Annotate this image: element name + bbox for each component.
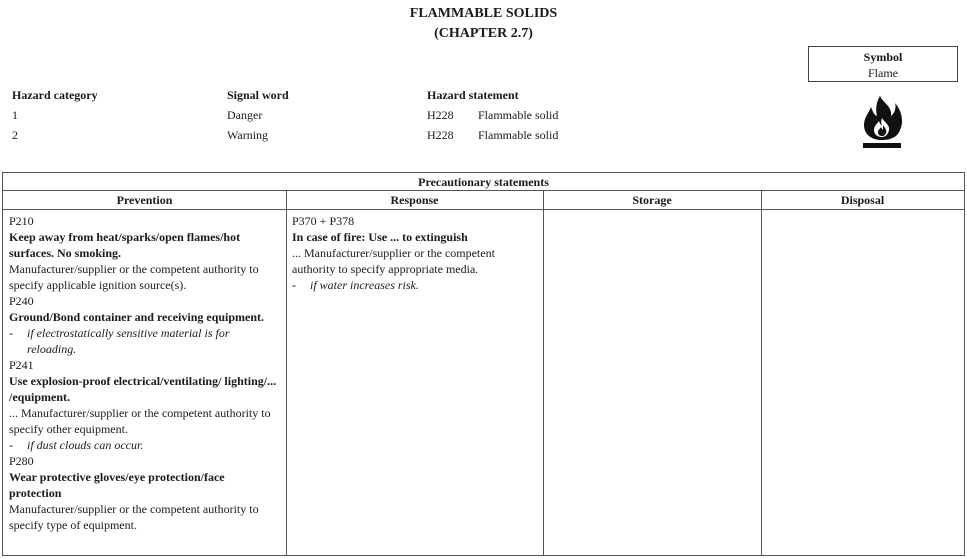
symbol-box <box>808 46 958 82</box>
hazard-statement-header: Hazard statement <box>427 88 519 102</box>
signal-word-value: Danger <box>227 108 263 122</box>
condition-text: if water increases risk. <box>310 278 419 292</box>
precautionary-table <box>2 172 965 556</box>
hazard-category-header: Hazard category <box>12 88 98 102</box>
statement-text: Wear protective gloves/eye protection/face protection <box>9 470 225 500</box>
statement-code: P370 + P378 <box>292 214 355 228</box>
statement-note: Manufacturer/supplier or the competent authority to specify type of equipment. <box>9 502 259 532</box>
hazard-code: H228 <box>427 108 454 122</box>
response-header: Response <box>286 191 543 210</box>
hazard-code: H228 <box>427 128 454 142</box>
symbol-heading: Symbol <box>863 50 903 64</box>
statement-text: Ground/Bond container and receiving equipment. <box>9 310 265 324</box>
statement-code: P240 <box>9 294 34 308</box>
response-column <box>286 210 543 555</box>
prevention-column <box>3 210 286 555</box>
statement-code: P280 <box>9 454 34 468</box>
hazard-text: Flammable solid <box>478 108 559 122</box>
category-value: 1 <box>12 108 18 122</box>
flame-icon <box>858 92 906 152</box>
symbol-name: Flame <box>868 66 898 80</box>
statement-text: Use explosion-proof electrical/ventilating/ lighting/... /equipment. <box>9 374 277 404</box>
statement-condition: - if dust clouds can occur. <box>9 438 144 452</box>
page-title: FLAMMABLE SOLIDS <box>409 6 558 21</box>
statement-condition: - if water increases risk. <box>292 278 419 292</box>
storage-header: Storage <box>543 191 761 210</box>
prevention-header: Prevention <box>3 191 286 210</box>
disposal-header: Disposal <box>761 191 964 210</box>
precautionary-caption: Precautionary statements <box>3 173 964 191</box>
statement-text: In case of fire: Use ... to extinguish <box>292 230 468 244</box>
page-subtitle: (CHAPTER 2.7) <box>434 26 533 41</box>
statement-note: ... Manufacturer/supplier or the competent authority to specify appropriate media. <box>292 246 495 276</box>
statement-code: P241 <box>9 358 34 372</box>
statement-text: Keep away from heat/sparks/open flames/hot surfaces. No smoking. <box>9 230 241 260</box>
condition-text: if dust clouds can occur. <box>27 438 144 452</box>
statement-note: ... Manufacturer/supplier or the competent authority to specify other equipment. <box>9 406 271 436</box>
disposal-column <box>761 210 964 555</box>
hazard-text: Flammable solid <box>478 128 559 142</box>
condition-text: if electrostatically sensitive material is for reloading. <box>27 326 230 356</box>
signal-word-value: Warning <box>227 128 269 142</box>
storage-column <box>543 210 761 555</box>
statement-code: P210 <box>9 214 34 228</box>
category-value: 2 <box>12 128 18 142</box>
statement-condition: - if electrostatically sensitive material is for reloading. <box>9 326 230 356</box>
signal-word-header: Signal word <box>227 88 289 102</box>
statement-note: Manufacturer/supplier or the competent authority to specify applicable ignition source(s). <box>9 262 259 292</box>
